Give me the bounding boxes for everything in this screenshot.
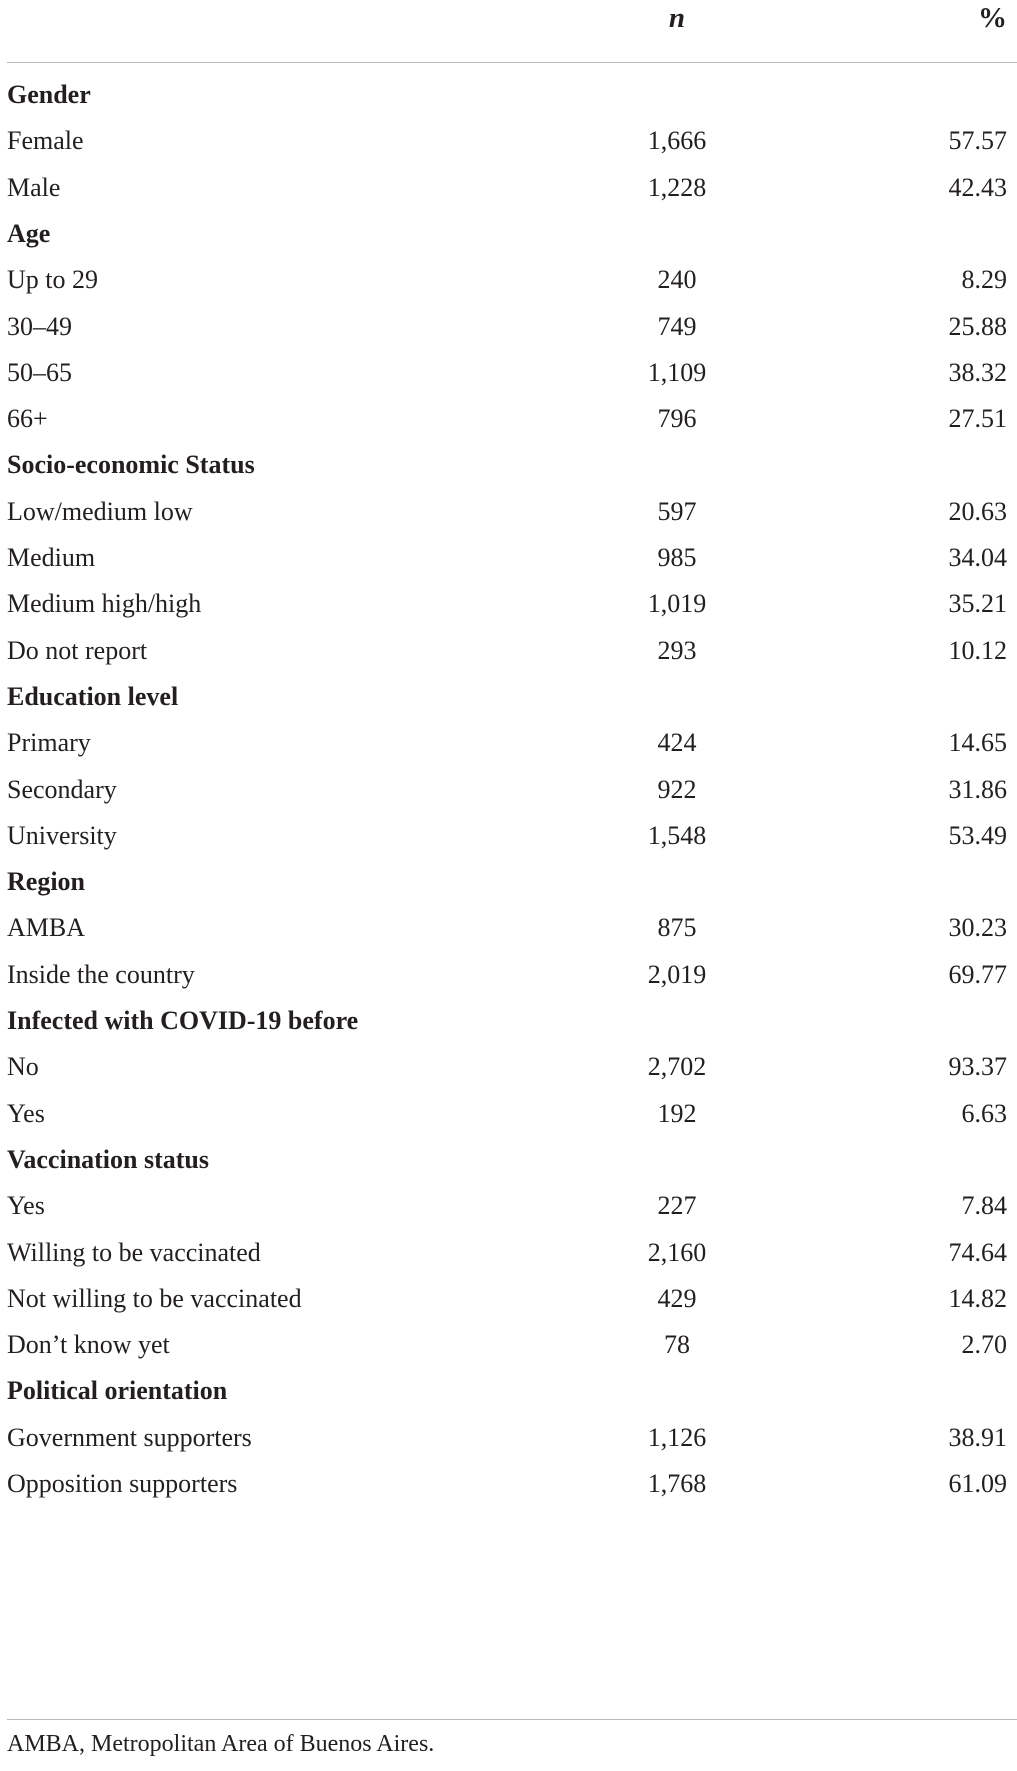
row-label: University — [7, 820, 117, 850]
section-header-row — [7, 862, 1017, 902]
row-label: Medium — [7, 543, 96, 572]
cell-percent: 93.37 — [948, 1052, 1007, 1082]
cell-percent: 6.63 — [961, 1098, 1007, 1128]
row-label: AMBA — [7, 913, 86, 943]
row-label: Medium high/high — [7, 589, 202, 619]
section-label: Age — [7, 218, 51, 248]
cell-percent: 42.43 — [948, 172, 1007, 202]
table-row — [7, 1094, 1017, 1134]
table-row — [7, 168, 1017, 208]
cell-n: 192 — [657, 1098, 697, 1128]
cell-percent: 38.32 — [948, 357, 1007, 387]
section-label: Vaccination status — [7, 1144, 210, 1174]
section-label: Infected with COVID-19 before — [7, 1006, 359, 1035]
cell-n: 429 — [657, 1283, 697, 1313]
section-label: Socio-economic Status — [7, 450, 255, 480]
row-label: Willing to be vaccinated — [7, 1237, 261, 1267]
cell-n: 2,019 — [647, 959, 707, 989]
table-row — [7, 399, 1017, 439]
cell-n: 2,160 — [647, 1237, 707, 1267]
cell-n: 1,666 — [647, 126, 707, 156]
row-label: Not willing to be vaccinated — [7, 1283, 302, 1313]
cell-n: 1,019 — [647, 589, 707, 619]
table-body — [7, 63, 1017, 1720]
cell-percent: 53.49 — [948, 820, 1007, 850]
cell-percent: 34.04 — [948, 543, 1007, 572]
row-label: 50–65 — [7, 357, 72, 387]
cell-percent: 20.63 — [948, 496, 1007, 526]
table-row — [7, 1047, 1017, 1087]
table-row — [7, 1418, 1017, 1458]
table-row — [7, 908, 1017, 948]
cell-percent: 2.70 — [961, 1330, 1007, 1360]
row-label: Yes — [7, 1098, 45, 1128]
section-header-row — [7, 214, 1017, 254]
cell-percent: 30.23 — [948, 913, 1007, 943]
table-header — [7, 0, 1017, 63]
cell-n: 293 — [657, 635, 697, 665]
cell-percent: 14.65 — [948, 728, 1007, 758]
cell-percent: 61.09 — [948, 1469, 1007, 1498]
section-header-row — [7, 1371, 1017, 1411]
table-row — [7, 584, 1017, 624]
cell-percent: 35.21 — [948, 589, 1007, 619]
table-row — [7, 121, 1017, 161]
row-label: Low/medium low — [7, 496, 193, 526]
row-label: Yes — [7, 1191, 45, 1221]
table-row — [7, 492, 1017, 532]
table-row — [7, 1325, 1017, 1365]
section-header-row — [7, 1140, 1017, 1180]
section-label: Political orientation — [7, 1376, 228, 1406]
table-row — [7, 1464, 1017, 1504]
cell-n: 985 — [657, 543, 697, 572]
column-header-percent: % — [978, 2, 1007, 34]
row-label: No — [7, 1052, 39, 1082]
table-row — [7, 353, 1017, 393]
table-row — [7, 770, 1017, 810]
cell-n: 78 — [664, 1330, 690, 1360]
row-label: 66+ — [7, 404, 48, 434]
cell-n: 597 — [657, 496, 697, 526]
cell-n: 1,126 — [647, 1422, 707, 1452]
cell-percent: 7.84 — [961, 1191, 1007, 1221]
section-label: Education level — [7, 681, 179, 711]
cell-n: 749 — [657, 311, 697, 341]
row-label: Inside the country — [7, 959, 195, 989]
table-row — [7, 1233, 1017, 1273]
cell-percent: 27.51 — [948, 404, 1007, 434]
section-header-row — [7, 677, 1017, 717]
cell-n: 922 — [657, 774, 697, 804]
cell-percent: 31.86 — [948, 774, 1007, 804]
cell-percent: 10.12 — [948, 635, 1007, 665]
column-header-n: n — [668, 2, 686, 34]
section-label: Gender — [7, 80, 91, 109]
cell-percent: 57.57 — [948, 126, 1007, 156]
table-row — [7, 1186, 1017, 1226]
cell-percent: 69.77 — [948, 959, 1007, 989]
cell-percent: 8.29 — [961, 265, 1007, 295]
cell-percent: 14.82 — [948, 1283, 1007, 1313]
table-row — [7, 260, 1017, 300]
table-row — [7, 538, 1017, 578]
cell-n: 1,548 — [647, 820, 707, 850]
row-label: Up to 29 — [7, 265, 98, 295]
row-label: Female — [7, 126, 84, 156]
section-label: Region — [7, 867, 85, 897]
row-label: Male — [7, 172, 61, 202]
table-row — [7, 955, 1017, 995]
table-footnote: AMBA, Metropolitan Area of Buenos Aires. — [7, 1731, 435, 1757]
cell-n: 227 — [657, 1191, 697, 1221]
section-header-row — [7, 1001, 1017, 1041]
cell-percent: 25.88 — [948, 311, 1007, 341]
cell-n: 240 — [657, 265, 697, 295]
table-row — [7, 1279, 1017, 1319]
section-header-row — [7, 75, 1017, 115]
row-label: Primary — [7, 728, 91, 758]
cell-n: 1,228 — [647, 172, 707, 202]
cell-n: 1,768 — [647, 1469, 707, 1498]
cell-n: 796 — [657, 404, 697, 434]
cell-percent: 74.64 — [948, 1237, 1007, 1267]
row-label: Opposition supporters — [7, 1469, 238, 1498]
table-row — [7, 307, 1017, 347]
cell-n: 1,109 — [647, 357, 707, 387]
row-label: Government supporters — [7, 1422, 252, 1452]
table-row — [7, 723, 1017, 763]
table-row — [7, 816, 1017, 856]
section-header-row — [7, 445, 1017, 485]
cell-n: 875 — [657, 913, 697, 943]
row-label: Don’t know yet — [7, 1330, 170, 1360]
table-row — [7, 631, 1017, 671]
cell-percent: 38.91 — [948, 1422, 1007, 1452]
cell-n: 2,702 — [647, 1052, 707, 1082]
row-label: 30–49 — [7, 311, 72, 341]
cell-n: 424 — [657, 728, 697, 758]
row-label: Secondary — [7, 774, 117, 804]
row-label: Do not report — [7, 635, 148, 665]
